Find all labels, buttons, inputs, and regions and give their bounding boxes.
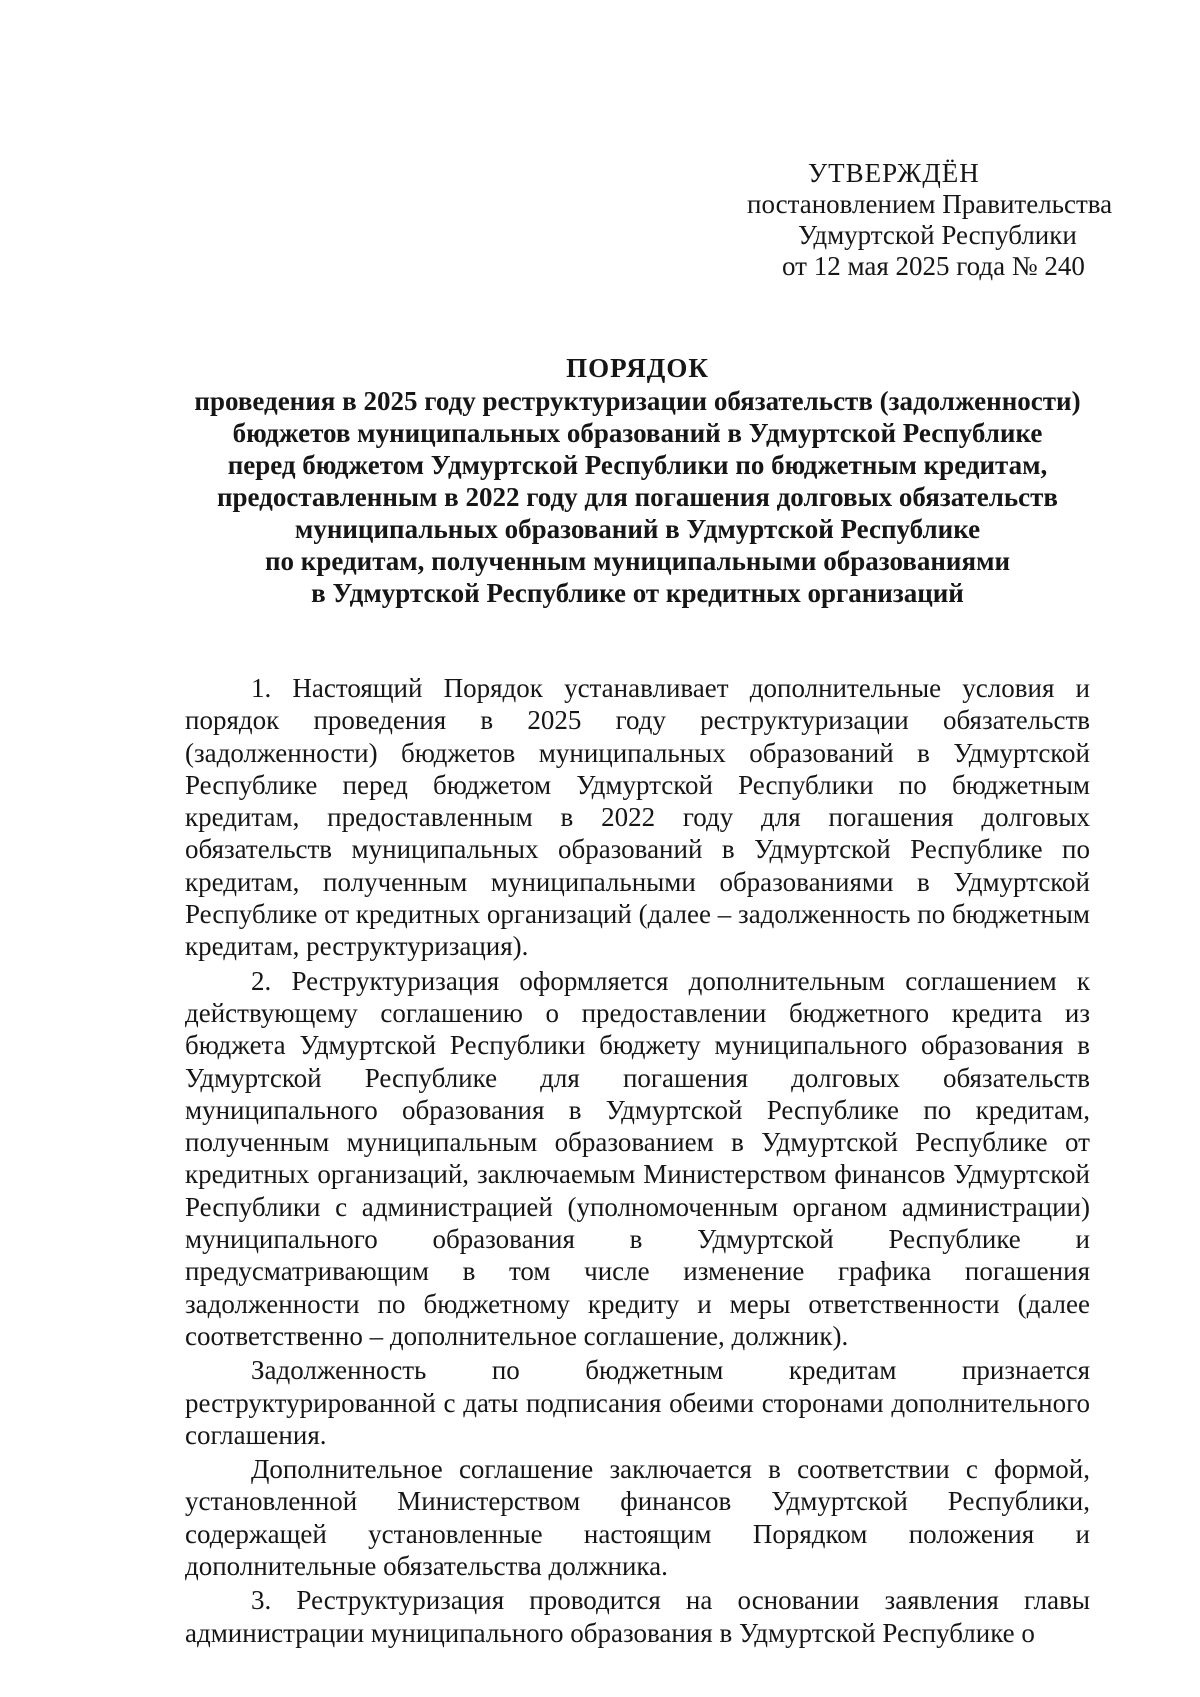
paragraph-5: 3. Реструктуризация проводится на основании заявления главы администрации муниципального образования в Удмуртской Республике о	[185, 1585, 1090, 1648]
paragraph-4: Дополнительное соглашение заключается в соответствии с формой, установленной Министерством финансов Удмуртской Республики, содержащей установленные настоящим Порядком положения и дополнительные обязательства должника.	[185, 1454, 1090, 1582]
approval-line: Удмуртской Республики	[798, 220, 1077, 250]
title-line: проведения в 2025 году реструктуризации обязательств (задолженности)	[194, 386, 1081, 416]
approval-block	[700, 158, 1160, 282]
document-heading: ПОРЯДОК	[566, 353, 709, 383]
title-line: муниципальных образований в Удмуртской Республике	[294, 514, 981, 544]
title-line: по кредитам, полученным муниципальными образованиями	[264, 546, 1011, 576]
approval-line: постановлением Правительства	[747, 189, 1113, 219]
approval-title: УТВЕРЖДЁН	[808, 158, 980, 188]
title-line: в Удмуртской Республике от кредитных организаций	[311, 578, 964, 608]
title-line: бюджетов муниципальных образований в Удмуртской Республике	[232, 418, 1043, 448]
title-line: предоставленным в 2022 году для погашения долговых обязательств	[216, 482, 1059, 512]
paragraph-3: Задолженность по бюджетным кредитам признается реструктурированной с даты подписания обеими сторонами дополнительного соглашения.	[185, 1355, 1090, 1450]
approval-line: от 12 мая 2025 года № 240	[782, 251, 1085, 281]
document-body	[185, 672, 1090, 1649]
title-line: перед бюджетом Удмуртской Республики по бюджетным кредитам,	[227, 450, 1048, 480]
paragraph-2: 2. Реструктуризация оформляется дополнительным соглашением к действующему соглашению о предоставлении бюджетного кредита из бюджета Удмуртской Республики бюджету муниципального образования в Удмуртской Республике для погашения долговых обязательств муниципального образования в Удмуртской Республике по кредитам, полученным муниципальным образованием в Удмуртской Республике от кредитных организаций, заключаемым Министерством финансов Удмуртской Республики с администрацией (уполномоченным органом администрации) муниципального образования в Удмуртской Республике и предусматривающим в том числе изменение графика погашения задолженности по бюджетному кредиту и меры ответственности (далее соответственно – дополнительное соглашение, должник).	[185, 965, 1090, 1351]
paragraph-1: 1. Настоящий Порядок устанавливает дополнительные условия и порядок проведения в 2025 году реструктуризации обязательств (задолженности) бюджетов муниципальных образований в Удмуртской Республике перед бюджетом Удмуртской Республики по бюджетным кредитам, предоставленным в 2022 году для погашения долговых обязательств муниципальных образований в Удмуртской Республике по кредитам, полученным муниципальными образованиями в Удмуртской Республике от кредитных организаций (далее – задолженность по бюджетным кредитам, реструктуризация).	[185, 673, 1090, 962]
document-title	[185, 352, 1090, 609]
